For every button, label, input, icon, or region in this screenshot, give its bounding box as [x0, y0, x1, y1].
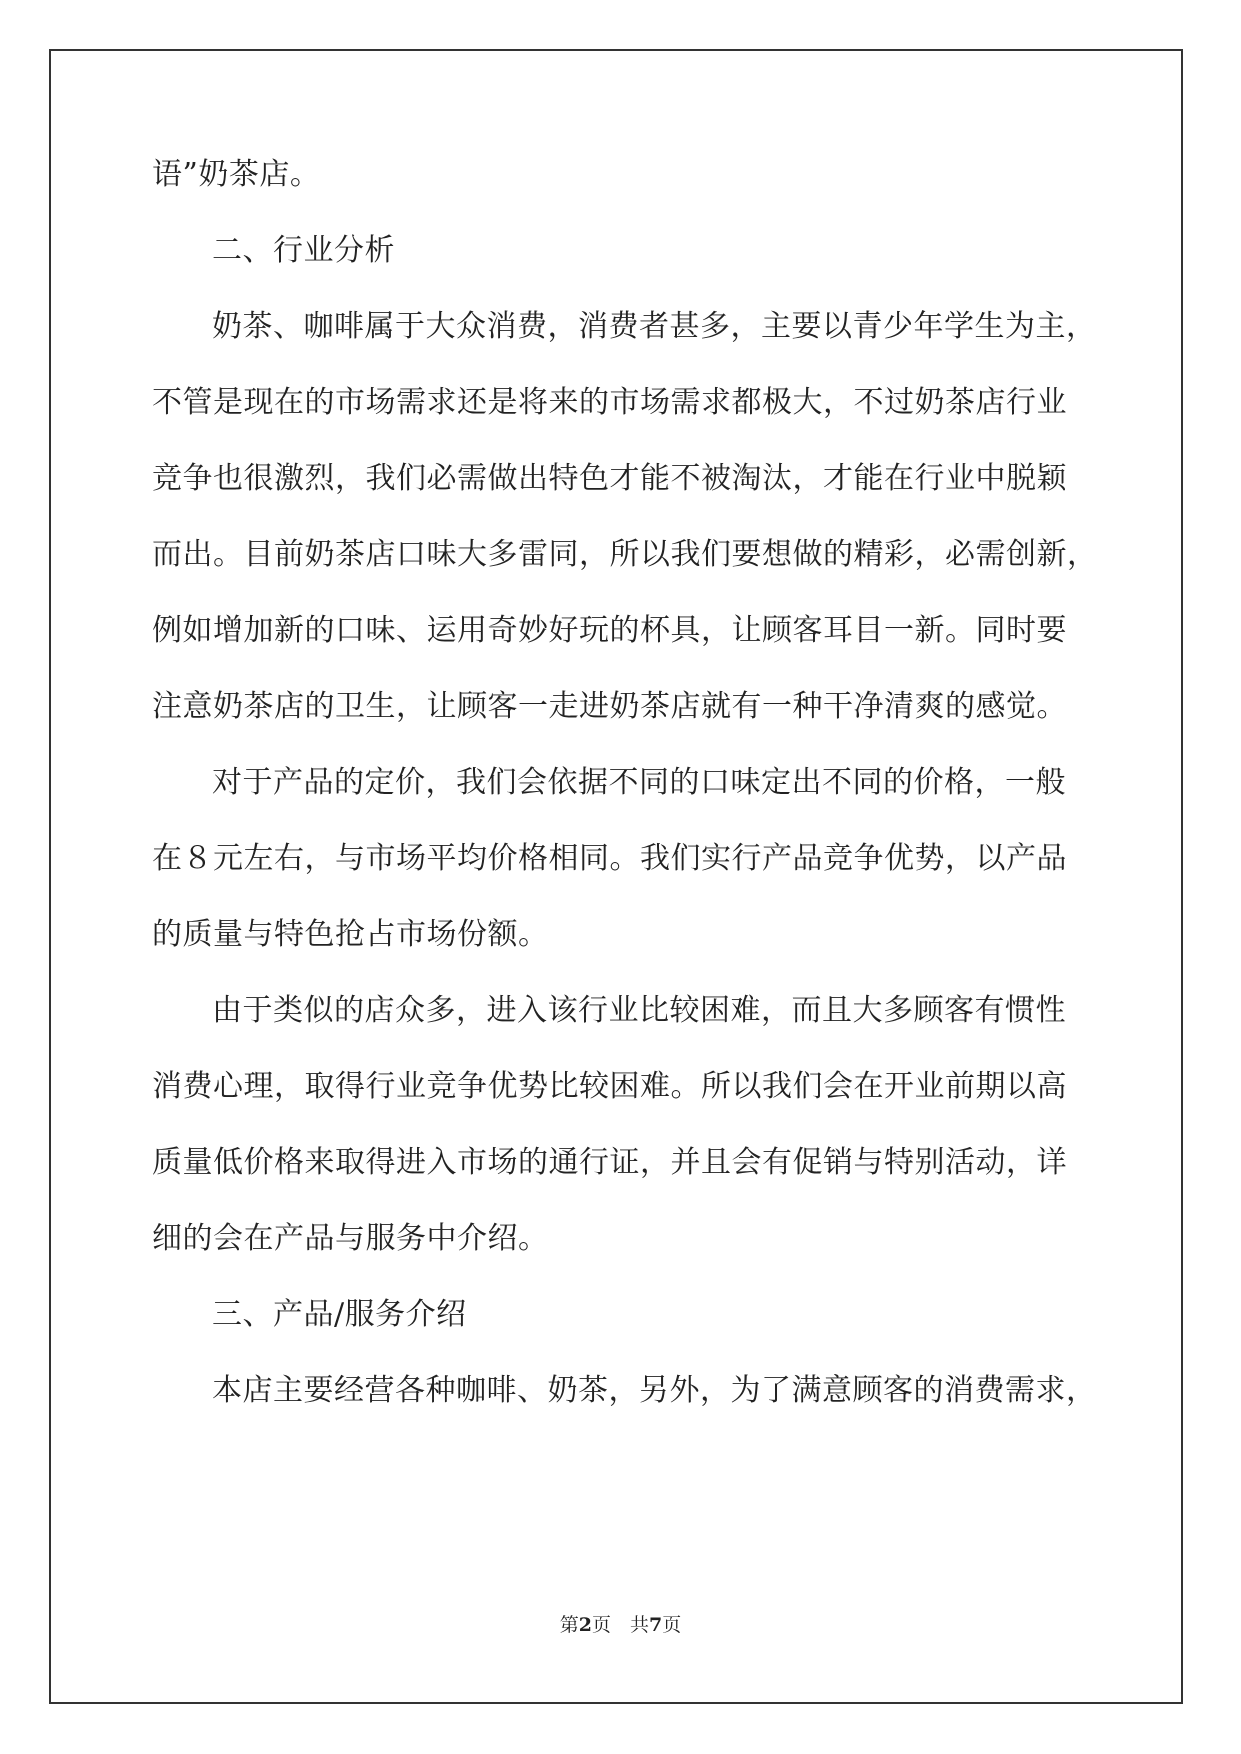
paragraph-first-line: 奶茶、咖啡属于大众消费，消费者甚多，主要以青少年学生为主，: [212, 309, 1097, 344]
paragraph-first-line: 本店主要经营各种咖啡、奶茶，另外，为了满意顾客的消费需求，: [212, 1373, 1097, 1408]
total-page-number: 7: [649, 1614, 663, 1636]
body-line: 而出。目前奶茶店口味大多雷同，所以我们要想做的精彩，必需创新，: [152, 537, 1098, 572]
body-line: 的质量与特色抢占市场份额。: [152, 917, 549, 952]
body-line: 例如增加新的口味、运用奇妙好玩的杯具，让顾客耳目一新。同时要: [152, 613, 1067, 648]
body-line: 质量低价格来取得进入市场的通行证，并且会有促销与特别活动，详: [152, 1145, 1067, 1180]
body-line: 在８元左右，与市场平均价格相同。我们实行产品竞争优势，以产品: [152, 841, 1067, 876]
page-prefix: 第: [559, 1614, 579, 1636]
page-suffix: 页: [662, 1614, 682, 1636]
page-footer: [0, 1613, 1241, 1637]
section-heading: 三、产品/服务介绍: [212, 1297, 467, 1332]
body-line: 消费心理，取得行业竞争优势比较困难。所以我们会在开业前期以高: [152, 1069, 1067, 1104]
body-line: 细的会在产品与服务中介绍。: [152, 1221, 549, 1256]
body-line: 不管是现在的市场需求还是将来的市场需求都极大，不过奶茶店行业: [152, 385, 1067, 420]
body-line: 竞争也很激烈，我们必需做出特色才能不被淘汰，才能在行业中脱颖: [152, 461, 1067, 496]
section-heading: 二、行业分析: [212, 233, 395, 268]
page-mid: 页 共: [591, 1614, 649, 1636]
paragraph-first-line: 对于产品的定价，我们会依据不同的口味定出不同的价格，一般: [212, 765, 1066, 800]
body-line: 注意奶茶店的卫生，让顾客一走进奶茶店就有一种干净清爽的感觉。: [152, 689, 1067, 724]
body-line: 语”奶茶店。: [152, 157, 321, 192]
current-page-number: 2: [578, 1614, 592, 1636]
paragraph-first-line: 由于类似的店众多，进入该行业比较困难，而且大多顾客有惯性: [212, 993, 1066, 1028]
